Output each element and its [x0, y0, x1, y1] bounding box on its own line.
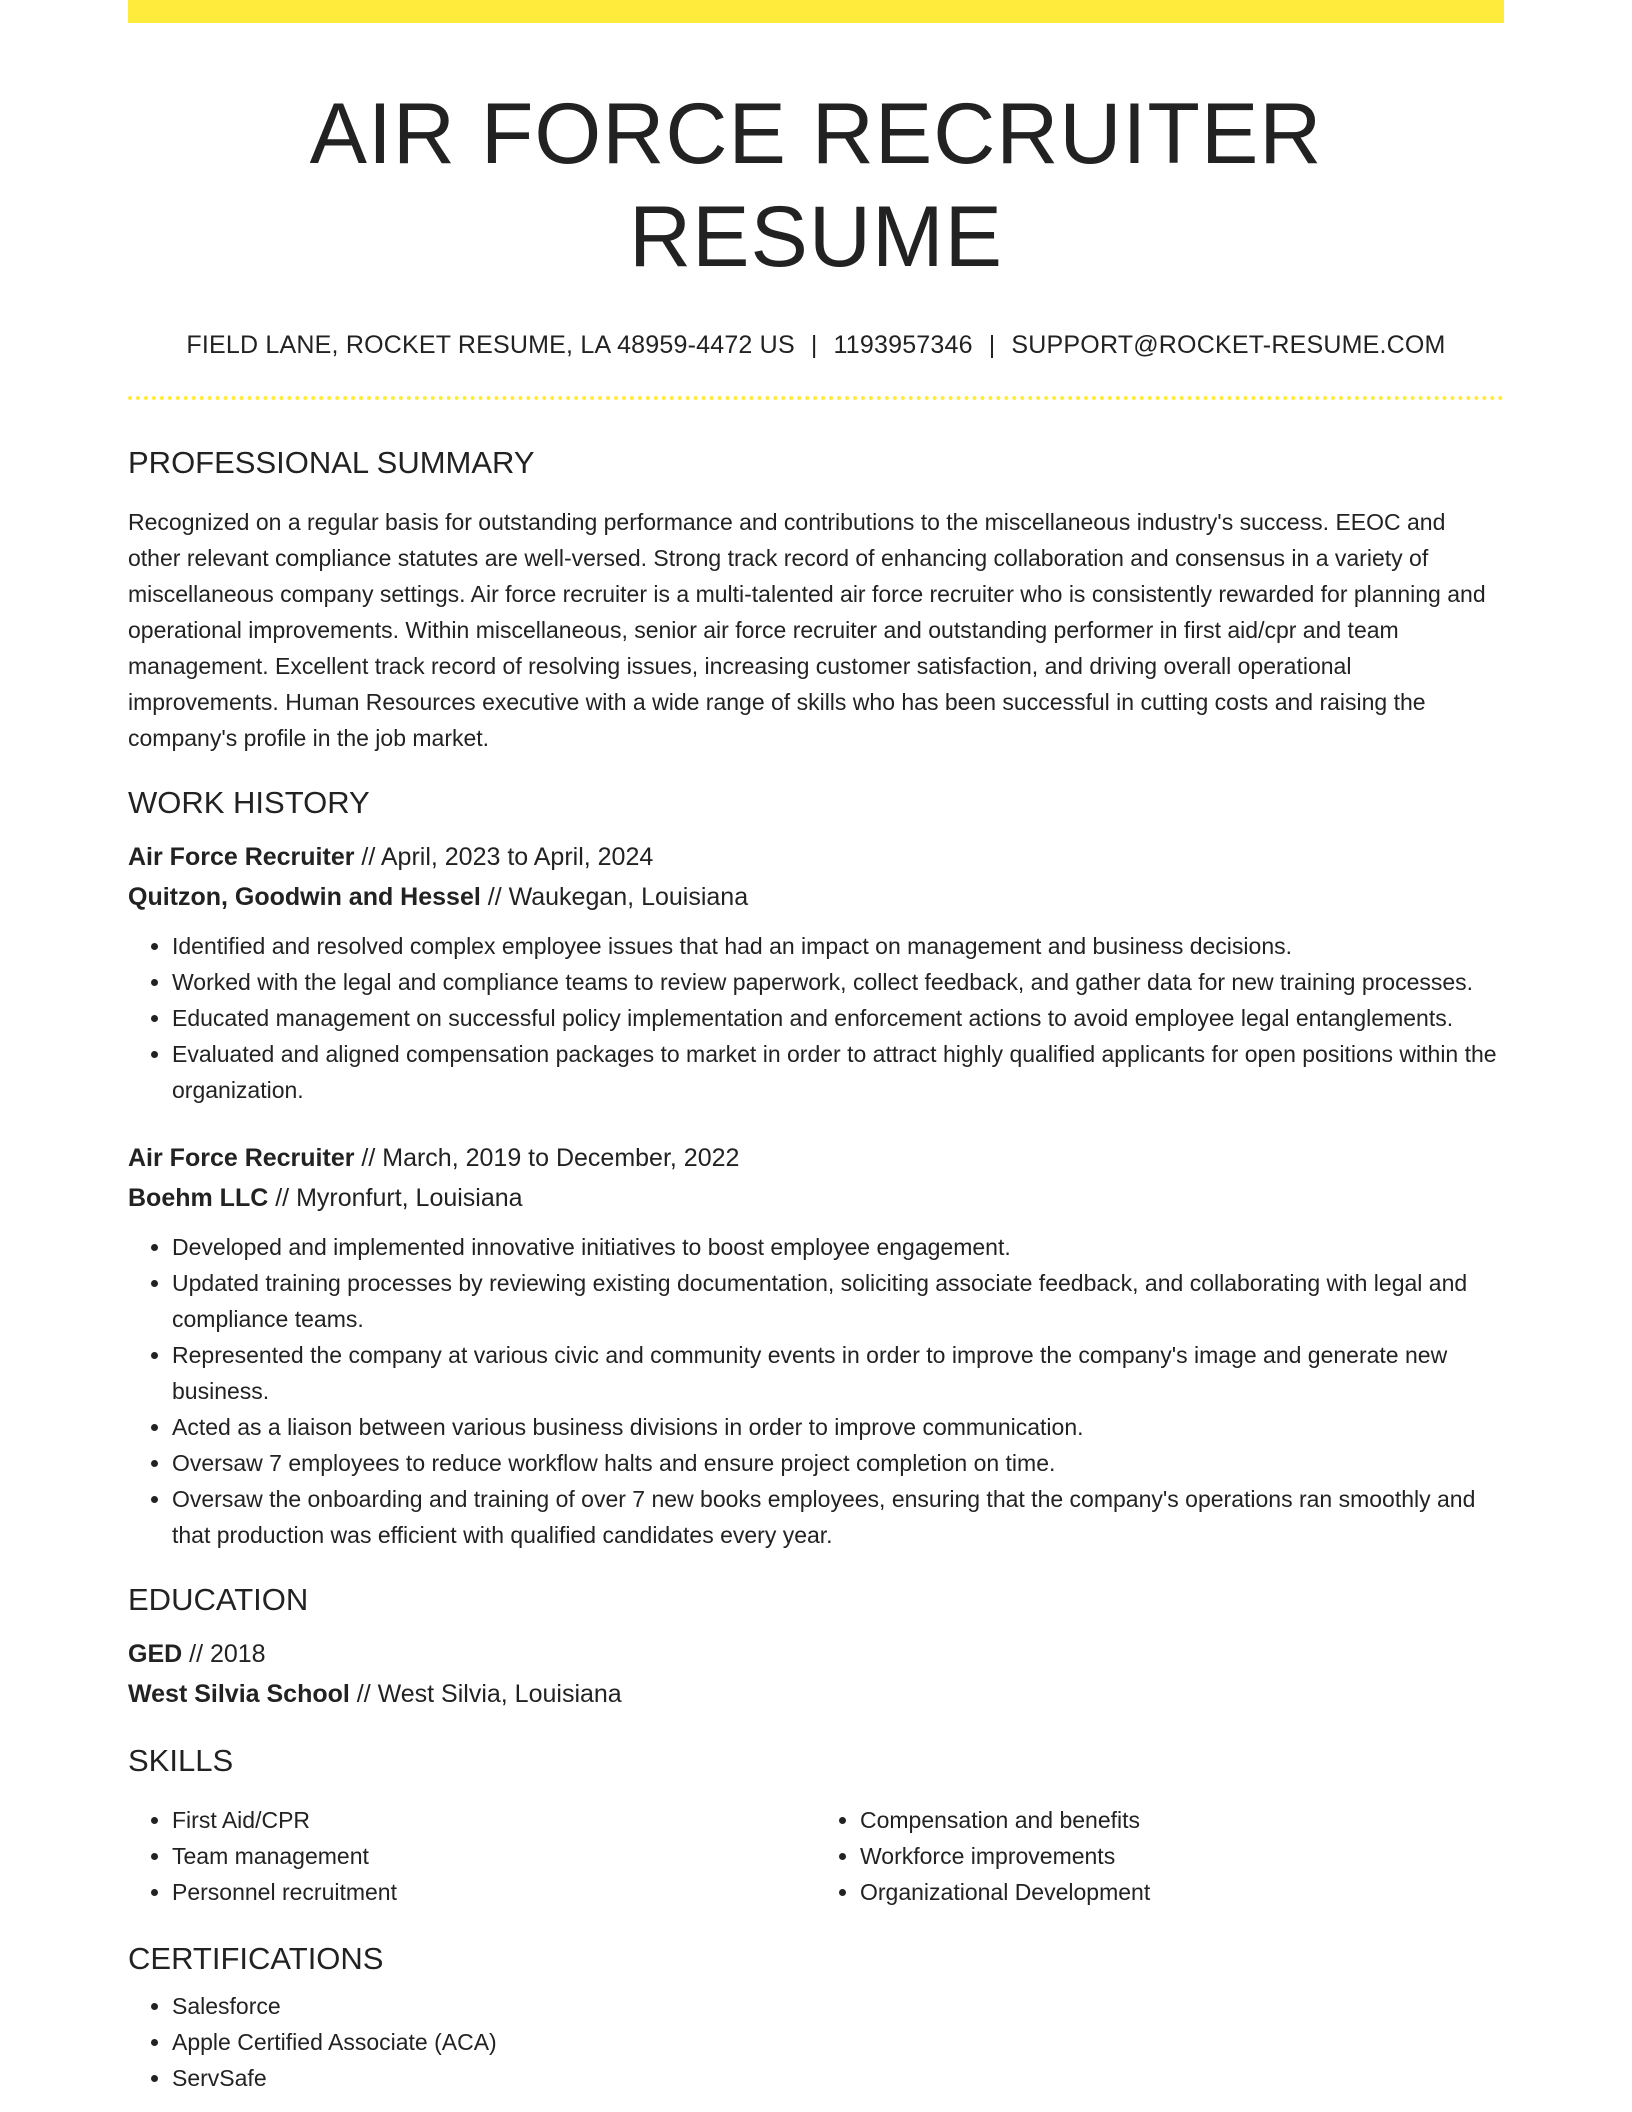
job-title: Air Force Recruiter — [128, 1144, 355, 1173]
accent-bar — [128, 0, 1504, 23]
resume-page — [128, 0, 1504, 2096]
resume-title: AIR FORCE RECRUITER RESUME — [309, 86, 1323, 286]
skills-list-right — [816, 1802, 1504, 1910]
job-bullet: • Worked with the legal and compliance teams to review paperwork, collect feedback, and gather data for new training processes. — [172, 964, 1504, 1000]
summary-heading: PROFESSIONAL SUMMARY — [128, 444, 535, 480]
job-bullet: • Educated management on successful policy implementation and enforcement actions to avoid employee legal entanglements. — [172, 1000, 1504, 1036]
certification-item: • Apple Certified Associate (ACA) — [172, 2024, 1504, 2060]
summary-text: Recognized on a regular basis for outstanding performance and contributions to the miscellaneous industry's success. EEOC and other relevant compliance statutes are well-versed. Strong track record of enhancing collaboration and consensus in a variety of miscellaneous company settings. Air force recruiter is a multi-talented air force recruiter who is consistently rewarded for planning and operational improvements. Within miscellaneous, senior air force recruiter and outstanding performer in first aid/cpr and team management. Excellent track record of resolving issues, increasing customer satisfaction, and driving overall operational improvements. Human Resources executive with a wide range of skills who has been successful in cutting costs and raising the company's profile in the job market. — [128, 509, 1486, 752]
job-location: // Myronfurt, Louisiana — [268, 1184, 523, 1213]
skill-item: • Workforce improvements — [860, 1838, 1504, 1874]
job-bullet: • Acted as a liaison between various business divisions in order to improve communication. — [172, 1409, 1504, 1445]
job-company: Quitzon, Goodwin and Hessel — [128, 883, 481, 912]
job-bullet: • Updated training processes by reviewing existing documentation, soliciting associate feedback, and collaborating with legal and compliance teams. — [172, 1265, 1504, 1337]
education-year: // 2018 — [182, 1640, 266, 1669]
contact-separator: | — [988, 331, 996, 360]
job-company-line — [128, 877, 1504, 917]
job-entry — [128, 837, 1504, 1108]
education-school-line — [128, 1674, 1504, 1714]
education-entry — [128, 1634, 1504, 1714]
skills-heading: SKILLS — [128, 1743, 234, 1779]
certifications-heading: CERTIFICATIONS — [128, 1940, 384, 1976]
certifications-list — [128, 1988, 1504, 2096]
skills-list-left — [128, 1802, 816, 1910]
job-bullet: • Oversaw the onboarding and training of over 7 new books employees, ensuring that the company's operations ran smoothly and that production was efficient with qualified candidates every year. — [172, 1481, 1504, 1553]
education-heading: EDUCATION — [128, 1582, 309, 1618]
contact-phone: 1193957346 — [833, 331, 973, 360]
job-company-line — [128, 1178, 1504, 1218]
job-bullet: • Represented the company at various civic and community events in order to improve the company's image and generate new business. — [172, 1337, 1504, 1409]
contact-email: SUPPORT@ROCKET-RESUME.COM — [1011, 331, 1446, 360]
job-title-line — [128, 837, 1504, 877]
job-title-line — [128, 1138, 1504, 1178]
job-dates: // April, 2023 to April, 2024 — [354, 843, 654, 872]
job-dates: // March, 2019 to December, 2022 — [354, 1144, 740, 1173]
skills-columns — [128, 1802, 1504, 1910]
education-degree: GED — [128, 1640, 183, 1669]
certification-item: • Salesforce — [172, 1988, 1504, 2024]
skill-item: • Organizational Development — [860, 1874, 1504, 1910]
education-school: West Silvia School — [128, 1680, 350, 1709]
job-title: Air Force Recruiter — [128, 843, 355, 872]
job-bullet: • Evaluated and aligned compensation packages to market in order to attract highly qualified applicants for open positions within the organization. — [172, 1036, 1504, 1108]
skill-item: • First Aid/CPR — [172, 1802, 816, 1838]
skill-item: • Compensation and benefits — [860, 1802, 1504, 1838]
job-bullet: • Developed and implemented innovative initiatives to boost employee engagement. — [172, 1229, 1504, 1265]
contact-line — [128, 329, 1504, 362]
work-history-heading: WORK HISTORY — [128, 785, 370, 821]
dotted-divider — [128, 396, 1504, 400]
skill-item: • Team management — [172, 1838, 816, 1874]
contact-address: FIELD LANE, ROCKET RESUME, LA 48959-4472 US — [186, 331, 795, 360]
job-location: // Waukegan, Louisiana — [480, 883, 749, 912]
education-degree-line — [128, 1634, 1504, 1674]
job-bullets — [128, 1229, 1504, 1553]
certification-item: • ServSafe — [172, 2060, 1504, 2096]
job-bullet: • Oversaw 7 employees to reduce workflow halts and ensure project completion on time. — [172, 1445, 1504, 1481]
job-bullet: • Identified and resolved complex employee issues that had an impact on management and business decisions. — [172, 928, 1504, 964]
skill-item: • Personnel recruitment — [172, 1874, 816, 1910]
contact-separator: | — [810, 331, 818, 360]
education-location: // West Silvia, Louisiana — [349, 1680, 622, 1709]
job-company: Boehm LLC — [128, 1184, 269, 1213]
job-bullets — [128, 928, 1504, 1108]
job-entry — [128, 1138, 1504, 1553]
